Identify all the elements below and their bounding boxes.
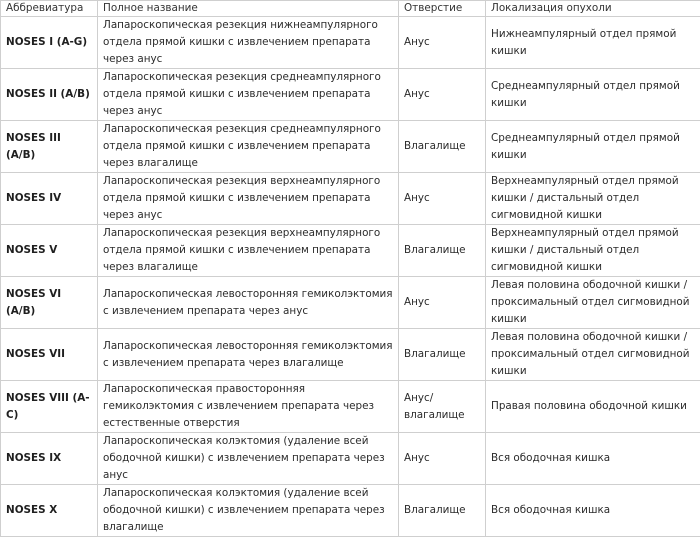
cell-orifice: Влагалище	[399, 121, 486, 173]
cell-orifice: Анус	[399, 277, 486, 329]
table-row	[1, 69, 700, 121]
cell-full-name: Лапароскопическая правосторонняя гемиколэктомия с извлечением препарата через естественные отверстия	[98, 381, 399, 433]
header-abbreviation: Аббревиатура	[1, 1, 98, 17]
cell-tumor-location: Вся ободочная кишка	[486, 485, 700, 537]
cell-tumor-location: Правая половина ободочной кишки	[486, 381, 700, 433]
cell-tumor-location: Левая половина ободочной кишки / проксимальный отдел сигмовидной кишки	[486, 277, 700, 329]
cell-orifice: Анус	[399, 173, 486, 225]
cell-tumor-location: Верхнеампулярный отдел прямой кишки / дистальный отдел сигмовидной кишки	[486, 225, 700, 277]
cell-abbreviation: NOSES I (A-G)	[1, 17, 98, 69]
cell-tumor-location: Нижнеампулярный отдел прямой кишки	[486, 17, 700, 69]
cell-tumor-location: Верхнеампулярный отдел прямой кишки / дистальный отдел сигмовидной кишки	[486, 173, 700, 225]
table-row	[1, 433, 700, 485]
cell-orifice: Анус/влагалище	[399, 381, 486, 433]
cell-full-name: Лапароскопическая колэктомия (удаление всей ободочной кишки) с извлечением препарата через влагалище	[98, 485, 399, 537]
cell-abbreviation: NOSES IV	[1, 173, 98, 225]
cell-abbreviation: NOSES II (A/B)	[1, 69, 98, 121]
header-tumor-location: Локализация опухоли	[486, 1, 700, 17]
cell-full-name: Лапароскопическая резекция среднеампулярного отдела прямой кишки с извлечением препарата через влагалище	[98, 121, 399, 173]
cell-orifice: Анус	[399, 17, 486, 69]
cell-full-name: Лапароскопическая колэктомия (удаление всей ободочной кишки) с извлечением препарата через анус	[98, 433, 399, 485]
cell-abbreviation: NOSES VI (A/B)	[1, 277, 98, 329]
cell-abbreviation: NOSES VII	[1, 329, 98, 381]
cell-orifice: Анус	[399, 69, 486, 121]
table-row	[1, 225, 700, 277]
table-row	[1, 485, 700, 537]
cell-full-name: Лапароскопическая левосторонняя гемиколэктомия с извлечением препарата через анус	[98, 277, 399, 329]
cell-orifice: Влагалище	[399, 329, 486, 381]
cell-orifice: Влагалище	[399, 225, 486, 277]
table-row	[1, 17, 700, 69]
header-orifice: Отверстие	[399, 1, 486, 17]
table-row	[1, 121, 700, 173]
cell-abbreviation: NOSES IX	[1, 433, 98, 485]
cell-tumor-location: Среднеампулярный отдел прямой кишки	[486, 69, 700, 121]
cell-abbreviation: NOSES V	[1, 225, 98, 277]
cell-full-name: Лапароскопическая левосторонняя гемиколэктомия с извлечением препарата через влагалище	[98, 329, 399, 381]
cell-abbreviation: NOSES VIII (A-C)	[1, 381, 98, 433]
header-full-name: Полное название	[98, 1, 399, 17]
table-row	[1, 173, 700, 225]
cell-tumor-location: Левая половина ободочной кишки / проксимальный отдел сигмовидной кишки	[486, 329, 700, 381]
cell-tumor-location: Среднеампулярный отдел прямой кишки	[486, 121, 700, 173]
cell-orifice: Анус	[399, 433, 486, 485]
cell-full-name: Лапароскопическая резекция верхнеампулярного отдела прямой кишки с извлечением препарата через влагалище	[98, 225, 399, 277]
table-row	[1, 381, 700, 433]
cell-full-name: Лапароскопическая резекция нижнеампулярного отдела прямой кишки с извлечением препарата через анус	[98, 17, 399, 69]
cell-full-name: Лапароскопическая резекция среднеампулярного отдела прямой кишки с извлечением препарата через анус	[98, 69, 399, 121]
cell-full-name: Лапароскопическая резекция верхнеампулярного отдела прямой кишки с извлечением препарата через анус	[98, 173, 399, 225]
cell-abbreviation: NOSES III (A/B)	[1, 121, 98, 173]
table-row	[1, 329, 700, 381]
table-header-row	[1, 1, 700, 17]
table-row	[1, 277, 700, 329]
cell-orifice: Влагалище	[399, 485, 486, 537]
cell-tumor-location: Вся ободочная кишка	[486, 433, 700, 485]
cell-abbreviation: NOSES X	[1, 485, 98, 537]
